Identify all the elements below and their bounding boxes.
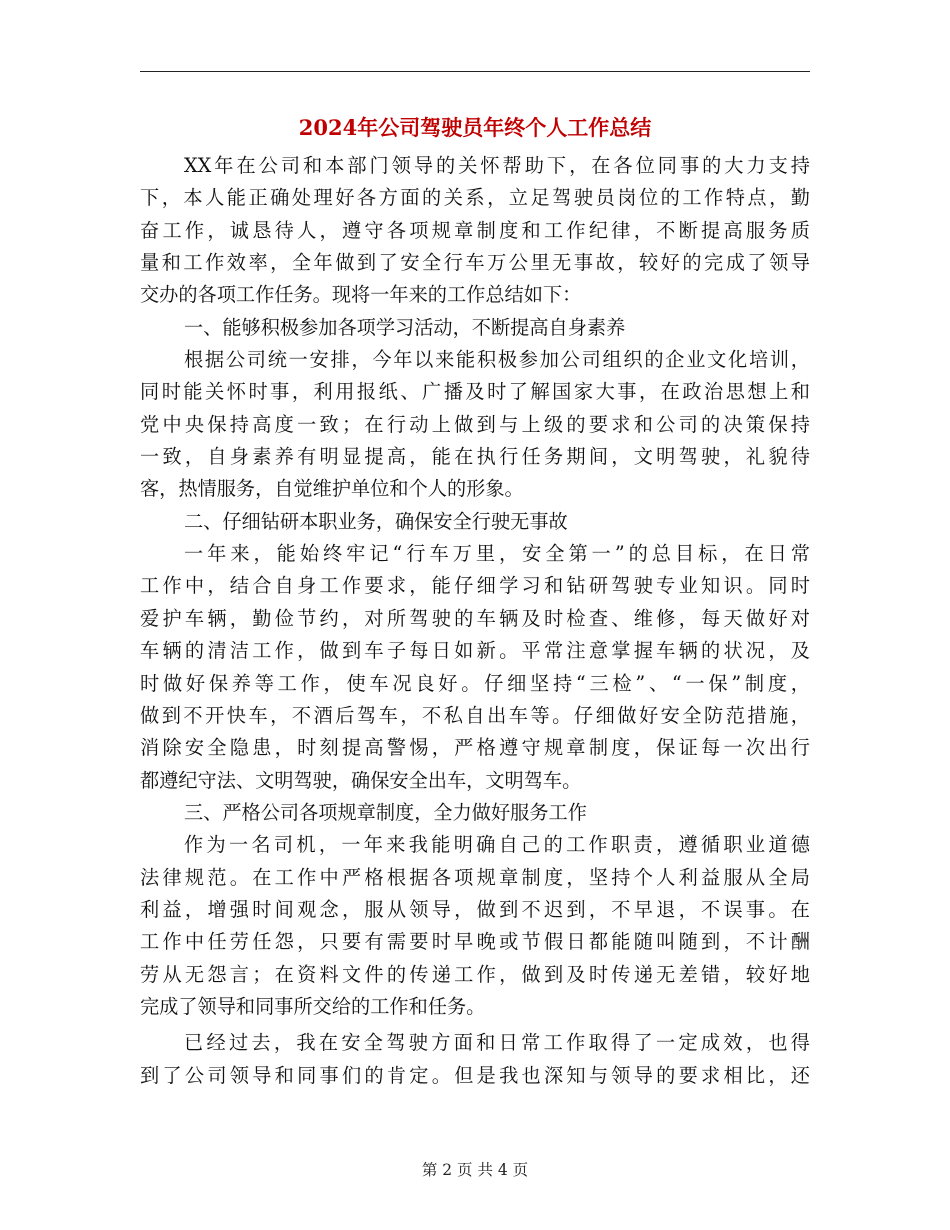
text-line: 工作中，结合自身工作要求，能仔细学习和钻研驾驶专业知识。同时 xyxy=(140,574,810,598)
text-line: 作为一名司机，一年来我能明确自己的工作职责，遵循职业道德 xyxy=(184,833,810,857)
text-line: 完成了领导和同事所交给的工作和任务。 xyxy=(140,994,486,1018)
text-line: 已经过去，我在安全驾驶方面和日常工作取得了一定成效，也得 xyxy=(184,1031,810,1055)
text-line: 车辆的清洁工作，做到车子每日如新。平常注意掌握车辆的状况，及 xyxy=(140,639,810,663)
text-line: 时做好保养等工作，使车况良好。仔细坚持“三检”、“一保”制度， xyxy=(140,671,810,695)
header-rule xyxy=(140,71,810,72)
text-line: 利益，增强时间观念，服从领导，做到不迟到，不早退，不误事。在 xyxy=(140,897,810,921)
text-line: 根据公司统一安排，今年以来能积极参加公司组织的企业文化培训， xyxy=(184,348,810,372)
text-line: 一年来，能始终牢记“行车万里，安全第一”的总目标，在日常 xyxy=(184,542,810,566)
document-body xyxy=(140,150,810,1092)
text-line: 法律规范。在工作中严格根据各项规章制度，坚持个人利益服从全局 xyxy=(140,865,810,889)
text-line: 工作中任劳任怨，只要有需要时早晚或节假日都能随叫随到，不计酬 xyxy=(140,930,810,954)
text-line: 同时能关怀时事，利用报纸、广播及时了解国家大事，在政治思想上和 xyxy=(140,380,810,404)
text-line: 党中央保持高度一致；在行动上做到与上级的要求和公司的决策保持 xyxy=(140,412,810,436)
text-line: 做到不开快车，不酒后驾车，不私自出车等。仔细做好安全防范措施， xyxy=(140,703,810,727)
text-line: XX年在公司和本部门领导的关怀帮助下，在各位同事的大力支持 xyxy=(184,154,810,177)
text-line: 劳从无怨言；在资料文件的传递工作，做到及时传递无差错，较好地 xyxy=(140,962,810,986)
section-heading: 二、仔细钻研本职业务，确保安全行驶无事故 xyxy=(184,509,568,533)
section-heading: 一、能够积极参加各项学习活动，不断提高自身素养 xyxy=(184,315,626,339)
page-number: 第 2 页 共 4 页 xyxy=(421,1161,529,1179)
text-line: 下，本人能正确处理好各方面的关系，立足驾驶员岗位的工作特点，勤 xyxy=(140,186,810,210)
text-line: 消除安全隐患，时刻提高警惕，严格遵守规章制度，保证每一次出行 xyxy=(140,736,810,760)
document-title: 2024年公司驾驶员年终个人工作总结 xyxy=(298,115,652,140)
text-line: 奋工作，诚恳待人，遵守各项规章制度和工作纪律，不断提高服务质 xyxy=(140,218,810,242)
text-line: 交办的各项工作任务。现将一年来的工作总结如下： xyxy=(140,283,582,307)
text-line: 一致，自身素养有明显提高，能在执行任务期间，文明驾驶，礼貌待 xyxy=(140,445,810,469)
text-line: 到了公司领导和同事们的肯定。但是我也深知与领导的要求相比，还 xyxy=(140,1063,810,1087)
section-heading: 三、严格公司各项规章制度，全力做好服务工作 xyxy=(184,800,587,824)
text-line: 爱护车辆，勤俭节约，对所驾驶的车辆及时检查、维修，每天做好对 xyxy=(140,606,810,630)
text-line: 量和工作效率，全年做到了安全行车万公里无事故，较好的完成了领导 xyxy=(140,251,810,275)
text-line: 都遵纪守法、文明驾驶，确保安全出车，文明驾车。 xyxy=(140,768,582,792)
text-line: 客，热情服务，自觉维护单位和个人的形象。 xyxy=(140,477,524,501)
